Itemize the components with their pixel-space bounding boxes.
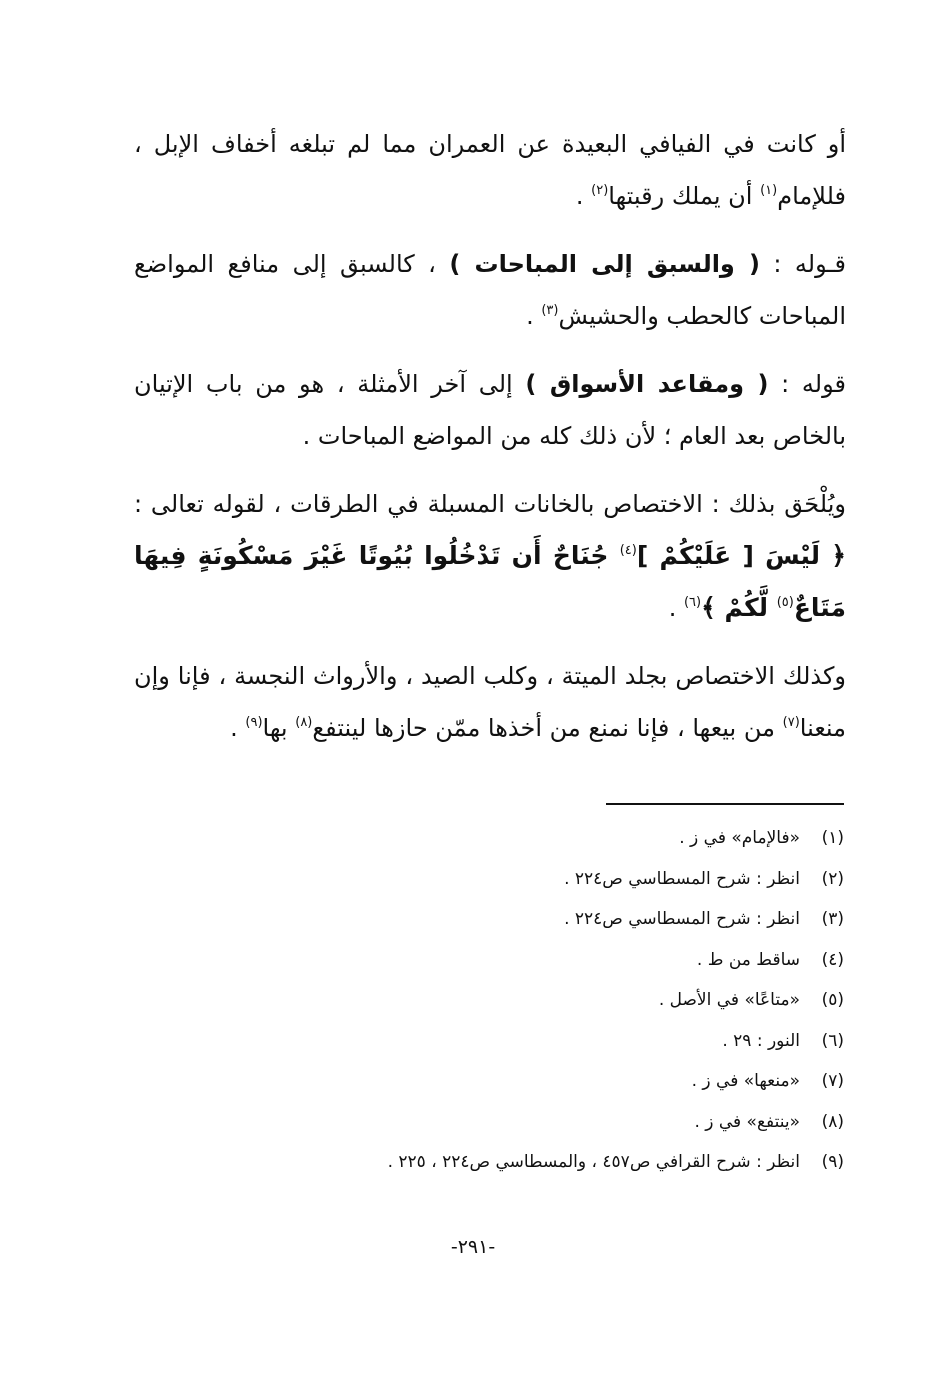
footnote-number: (٣)	[821, 909, 844, 929]
paragraph-4	[134, 478, 846, 634]
footnote-number: (٦)	[821, 1030, 844, 1051]
footnote-text: ساقط من ط .	[696, 949, 800, 970]
footnote	[160, 818, 844, 859]
text: قـوله :	[759, 250, 847, 278]
footnote-text: النور : ٢٩ .	[722, 1030, 800, 1051]
footnote	[160, 899, 844, 940]
text: ويُلْحَق بذلك : الاختصاص بالخانات المسبلة في الطرقات ، لقوله تعالى :	[134, 490, 846, 518]
paragraph-1	[134, 118, 846, 222]
footnote	[160, 1061, 844, 1102]
text: إلى آخر الأمثلة ، هو من باب الإتيان بالخاص بعد العام ؛ لأن ذلك كله من المواضع المباحات .	[134, 370, 846, 450]
footnote-number: (١)	[821, 828, 844, 848]
text: بها	[262, 714, 296, 742]
quran-verse: جُنَاحٌ أَن تَدْخُلُوا بُيُوتًا غَيْرَ مَسْكُونَةٍ فِيهَا مَتَاعٌ	[134, 541, 846, 622]
footnote-text: «منعها» في ز .	[691, 1071, 800, 1091]
footnote	[160, 859, 844, 900]
text: من بيعها ، فإنا نمنع من أخذها ممّن حازها لينتفع	[312, 714, 783, 742]
main-text	[134, 118, 846, 770]
footnote-text: «فالإمام» في ز .	[679, 828, 800, 848]
footnote-text: «ينتفع» في ز .	[694, 1111, 800, 1132]
footnote-marker: (١)	[760, 183, 778, 198]
footnote	[160, 1142, 844, 1183]
paragraph-5	[134, 650, 846, 754]
footnote-marker: (٨)	[295, 715, 313, 730]
text: .	[526, 302, 542, 330]
text: ، كالسبق إلى منافع المواضع المباحات كالحطب والحشيش	[134, 250, 846, 330]
footnote-number: (٩)	[821, 1152, 844, 1172]
text: .	[575, 182, 592, 210]
footnote-marker: (٩)	[245, 715, 263, 730]
paragraph-3	[134, 358, 846, 462]
footnote-number: (٨)	[821, 1111, 844, 1132]
text: وكذلك الاختصاص بجلد الميتة ، وكلب الصيد ، والأرواث النجسة ، فإنا وإن منعنا	[134, 662, 846, 742]
footnote	[160, 940, 844, 981]
footnote-number: (٢)	[821, 868, 844, 889]
quoted-term: ( والسبق إلى المباحات )	[449, 250, 760, 278]
footnote-marker: (٢)	[591, 183, 609, 198]
footnote-text: انظر : شرح المسطاسي ص٢٢٤ .	[564, 868, 800, 889]
footnote-marker: (٧)	[782, 715, 800, 730]
footnote-text: «متاعًا» في الأصل .	[658, 990, 800, 1010]
footnote-marker: (٥)	[776, 595, 794, 610]
footnote-separator	[606, 803, 844, 805]
quran-verse: ﴿ لَيْسَ [ عَلَيْكُمْ ]	[636, 541, 846, 570]
footnote	[160, 1021, 844, 1062]
footnote-marker: (٣)	[541, 303, 559, 318]
footnotes	[160, 818, 844, 1183]
text: .	[230, 714, 246, 742]
footnote-number: (٥)	[821, 990, 844, 1010]
text: أن يملك رقبتها	[608, 182, 761, 210]
paragraph-2	[134, 238, 846, 342]
quoted-term: ( ومقاعد الأسواق )	[525, 370, 769, 398]
footnote-text: انظر : شرح القرافي ص٤٥٧ ، والمسطاسي ص٢٢٤ ، ٢٢٥ .	[387, 1152, 800, 1172]
footnote-number: (٧)	[821, 1071, 844, 1091]
quran-verse: لَّكُمْ ﴾	[701, 593, 777, 622]
footnote-text: انظر : شرح المسطاسي ص٢٢٤ .	[564, 909, 800, 929]
footnote-marker: (٦)	[683, 595, 702, 610]
footnote-number: (٤)	[821, 949, 844, 970]
footnote-marker: (٤)	[619, 543, 637, 558]
text: أو كانت في الفيافي البعيدة عن العمران مما لم تبلغه أخفاف الإبل ، فللإمام	[134, 130, 846, 210]
text: .	[668, 594, 684, 622]
footnote	[160, 980, 844, 1021]
text: قوله :	[768, 370, 846, 398]
footnote	[160, 1102, 844, 1143]
page-number: -٢٩١-	[450, 1236, 496, 1258]
